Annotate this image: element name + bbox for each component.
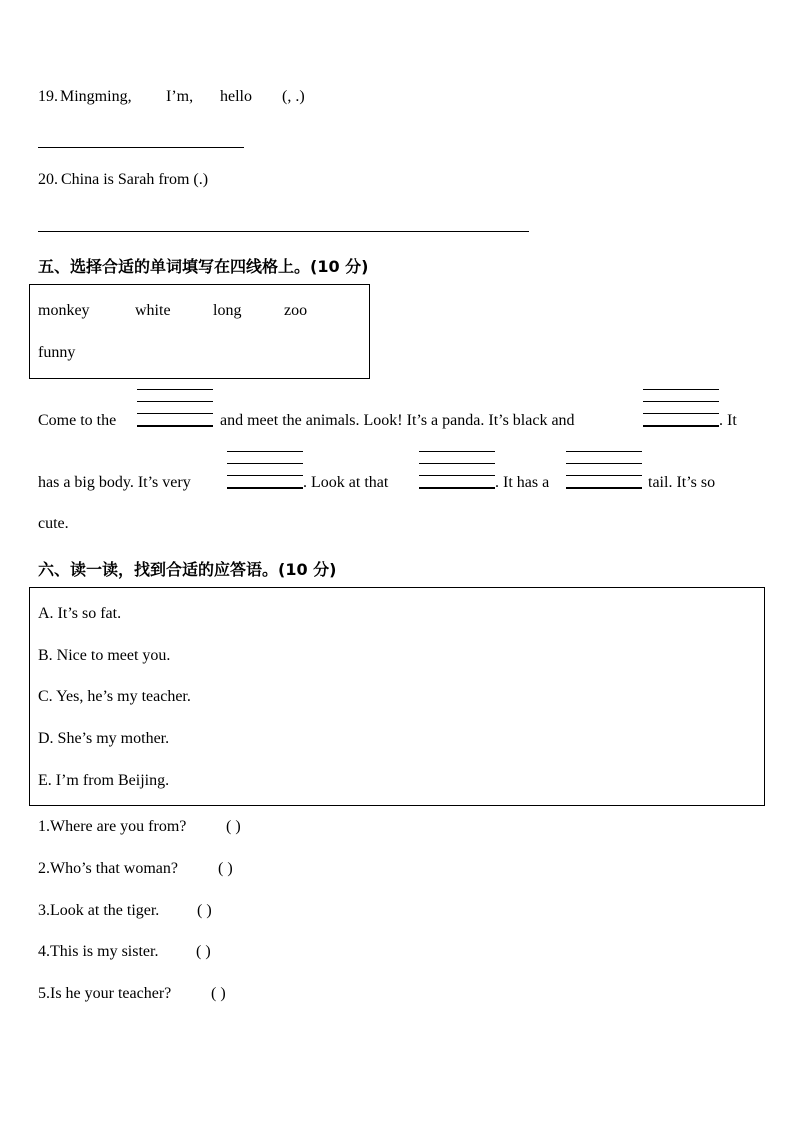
section5-heading: 五、选择合适的单词填写在四线格上。(10 分): [38, 257, 369, 276]
word-bank-item: funny: [38, 344, 76, 361]
q19-punctuation: (, .): [282, 88, 305, 105]
four-line-blank-4[interactable]: [419, 451, 495, 491]
q19-number: 19.: [38, 88, 58, 105]
passage-text: . Look at that: [303, 474, 389, 491]
word-bank-item: zoo: [284, 302, 308, 319]
four-line-blank-3[interactable]: [227, 451, 303, 491]
word-bank-item: long: [213, 302, 242, 319]
four-line-blank-5[interactable]: [566, 451, 642, 491]
word-bank-box: [29, 284, 370, 379]
q19-word-im: I’m,: [166, 88, 194, 105]
option-a: A. It’s so fat.: [38, 605, 122, 622]
question-4-answer-blank[interactable]: ( ): [196, 943, 211, 960]
option-b: B. Nice to meet you.: [38, 647, 171, 664]
passage-text: . It: [719, 412, 737, 429]
passage-text: Come to the: [38, 412, 117, 429]
passage-text: and meet the animals. Look! It’s a panda. It’s black and: [220, 412, 575, 429]
options-box: [29, 587, 765, 806]
q19-word-mingming: Mingming,: [60, 88, 132, 105]
question-2-text: 2.Who’s that woman?: [38, 860, 178, 877]
q20-number: 20.: [38, 171, 58, 188]
four-line-blank-2[interactable]: [643, 389, 719, 429]
passage-text: cute.: [38, 515, 69, 532]
four-line-blank-1[interactable]: [137, 389, 213, 429]
question-3-answer-blank[interactable]: ( ): [197, 902, 212, 919]
question-1-text: 1.Where are you from?: [38, 818, 187, 835]
option-e: E. I’m from Beijing.: [38, 772, 170, 789]
option-d: D. She’s my mother.: [38, 730, 170, 747]
question-2-answer-blank[interactable]: ( ): [218, 860, 233, 877]
question-3-text: 3.Look at the tiger.: [38, 902, 160, 919]
q20-answer-line[interactable]: [38, 231, 529, 232]
word-bank-item: white: [135, 302, 171, 319]
passage-text: . It has a: [495, 474, 550, 491]
question-4-text: 4.This is my sister.: [38, 943, 159, 960]
section6-heading: 六、读一读，找到合适的应答语。(10 分): [38, 560, 337, 579]
q19-word-hello: hello: [220, 88, 252, 105]
q20-words: China is Sarah from (.): [61, 171, 209, 188]
passage-text: tail. It’s so: [648, 474, 716, 491]
word-bank-item: monkey: [38, 302, 90, 319]
option-c: C. Yes, he’s my teacher.: [38, 688, 191, 705]
question-1-answer-blank[interactable]: ( ): [226, 818, 241, 835]
question-5-text: 5.Is he your teacher?: [38, 985, 172, 1002]
q19-answer-line[interactable]: [38, 147, 244, 148]
passage-text: has a big body. It’s very: [38, 474, 191, 491]
question-5-answer-blank[interactable]: ( ): [211, 985, 226, 1002]
